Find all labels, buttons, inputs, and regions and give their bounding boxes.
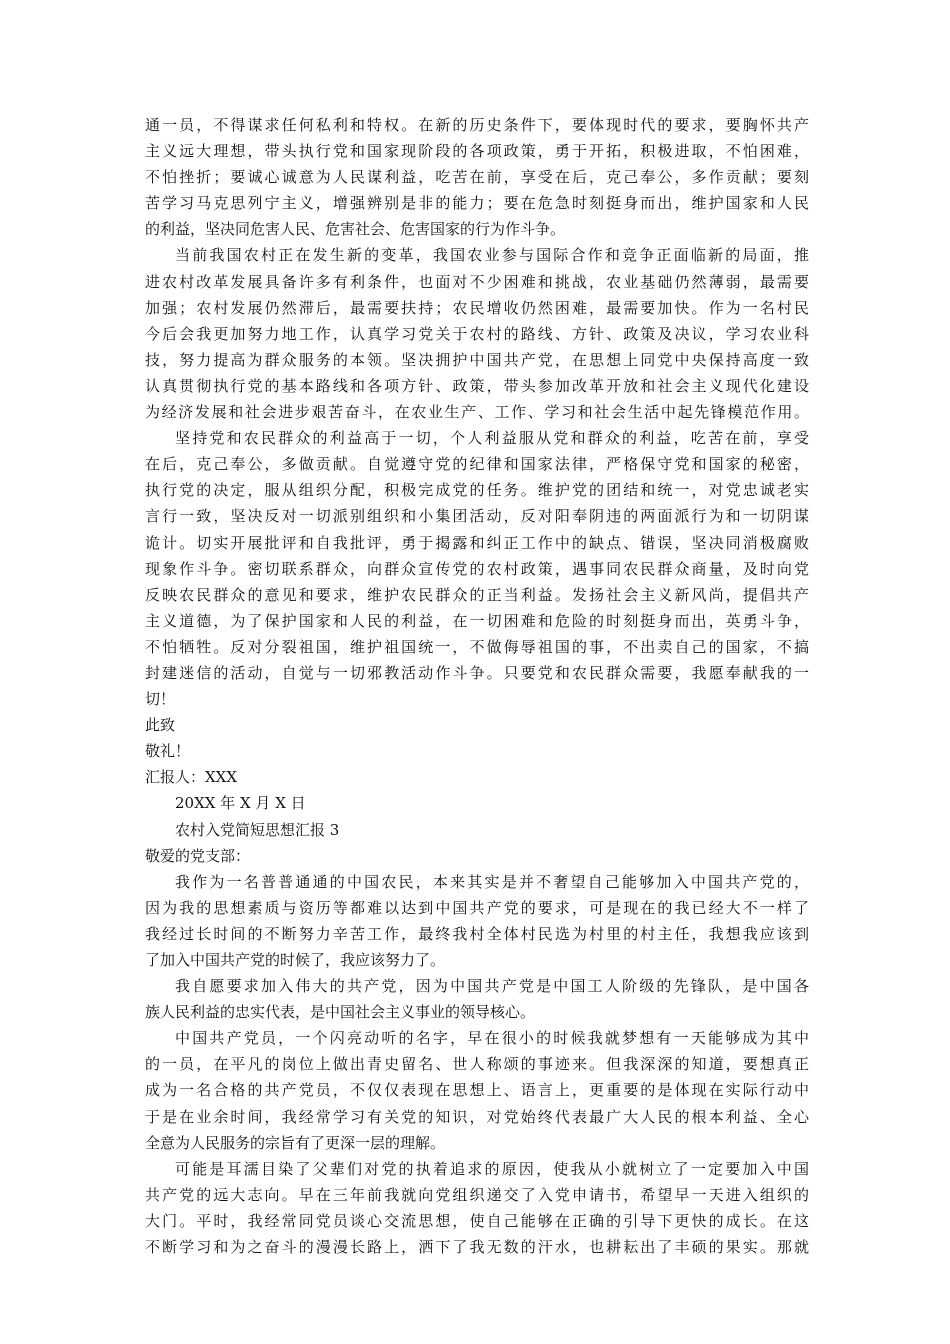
text-line: 的利益，坚决同危害人民、危害社会、危害国家的行为作斗争。 (145, 220, 566, 239)
salutation: 敬爱的党支部： (145, 846, 251, 865)
text-line: 主义远大理想，带头执行党和国家现阶段的各项政策，勇于开拓，积极进取，不怕困难， (145, 142, 809, 161)
paragraph-party-member (145, 1025, 809, 1155)
text-line: 执行党的决定，服从组织分配，积极完成党的任务。维护党的团结和统一，对党忠诚老实 (145, 481, 809, 500)
paragraph-rural-reform (145, 242, 809, 425)
text-line: 我经过长时间的不断努力辛苦工作，最终我村全体村民选为村里的村主任，我想我应该到 (145, 924, 809, 943)
text-line: 封建迷信的活动，自觉与一切邪教活动作斗争。只要党和农民群众需要，我愿奉献我的一 (145, 663, 809, 682)
text-line: 我自愿要求加入伟大的共产党，因为中国共产党是中国工人阶级的先锋队，是中国各 (175, 977, 809, 996)
closing-greeting: 此致 (145, 716, 176, 735)
text-line: 不断学习和为之奋斗的漫漫长路上，洒下了我无数的汗水，也耕耘出了丰硕的果实。那就 (145, 1238, 809, 1257)
text-line: 今后会我更加努力地工作，认真学习党关于农村的路线、方针、政策及决议，学习农业科 (145, 324, 809, 343)
text-line: 坚持党和农民群众的利益高于一切，个人利益服从党和群众的利益，吃苦在前，享受 (175, 429, 809, 448)
text-line: 大门。平时，我经常同党员谈心交流思想，使自己能够在正确的引导下更快的成长。在这 (145, 1211, 809, 1230)
text-line: 成为一名合格的共产党员，不仅仅表现在思想上、语言上，更重要的是体现在实际行动中 (145, 1081, 809, 1100)
text-line: 言行一致，坚决反对一切派别组织和小集团活动，反对阳奉阴违的两面派行为和一切阴谋 (145, 507, 809, 526)
text-line: 现象作斗争。密切联系群众，向群众宣传党的农村政策，遇事同农民群众商量，及时向党 (145, 559, 809, 578)
text-line: 在后，克己奉公，多做贡献。自觉遵守党的纪律和国家法律，严格保守党和国家的秘密， (145, 455, 809, 474)
document-page (145, 112, 809, 1260)
text-line: 进农村改革发展具备许多有利条件，也面对不少困难和挑战，农业基础仍然薄弱，最需要 (145, 272, 809, 291)
text-line: 反映农民群众的意见和要求，维护农民群众的正当利益。发扬社会主义新风尚，提倡共产 (145, 585, 809, 604)
text-line: 不怕挫折；要诚心诚意为人民谋利益，吃苦在前，享受在后，克己奉公，多作贡献；要刻 (145, 168, 809, 187)
text-line: 通一员，不得谋求任何私利和特权。在新的历史条件下，要体现时代的要求，要胸怀共产 (145, 116, 809, 134)
closing-salute: 敬礼！ (145, 742, 191, 761)
paragraph-introduction (145, 869, 809, 973)
text-line: 族人民利益的忠实代表，是中国社会主义事业的领导核心。 (145, 1003, 536, 1022)
text-line: 认真贯彻执行党的基本路线和各项方针、政策，带头参加改革开放和社会主义现代化建设 (145, 376, 809, 395)
text-line: 的一员，在平凡的岗位上做出青史留名、世人称颂的事迹来。但我深深的知道，要想真正 (145, 1055, 809, 1074)
text-line: 我作为一名普普通通的中国农民，本来其实是并不奢望自己能够加入中国共产党的， (175, 872, 809, 891)
text-line: 了加入中国共产党的时候了，我应该努力了。 (145, 951, 446, 969)
text-line: 当前我国农村正在发生新的变革，我国农业参与国际合作和竞争正面临新的局面，推 (175, 246, 809, 265)
text-line: 为经济发展和社会进步艰苦奋斗，在农业生产、工作、学习和社会生活中起先锋模范作用。 (145, 403, 809, 422)
text-line: 中国共产党员，一个闪亮动听的名字，早在很小的时候我就梦想有一天能够成为其中 (175, 1029, 809, 1048)
text-line: 技，努力提高为群众服务的本领。坚决拥护中国共产党，在思想上同党中央保持高度一致 (145, 350, 809, 369)
text-line: 可能是耳濡目染了父辈们对党的执着追求的原因，使我从小就树立了一定要加入中国 (175, 1159, 809, 1178)
text-line: 全意为人民服务的宗旨有了更深一层的理解。 (145, 1133, 446, 1152)
text-line: 切！ (145, 690, 176, 709)
text-line: 不怕牺牲。反对分裂祖国，维护祖国统一，不做侮辱祖国的事，不出卖自己的国家，不搞 (145, 637, 809, 656)
paragraph-party-interests (145, 425, 809, 712)
text-line: 加强；农村发展仍然滞后，最需要扶持；农民增收仍然困难，最需要加快。作为一名村民 (145, 298, 809, 317)
text-line: 共产党的远大志向。早在三年前我就向党组织递交了入党申请书，希望早一天进入组织的 (145, 1185, 809, 1204)
text-line: 主义道德，为了保护国家和人民的利益，在一切困难和危险的时刻挺身而出，英勇斗争， (145, 611, 809, 630)
report-date: 20XX 年 X 月 X 日 (175, 794, 306, 813)
paragraph-aspiration (145, 1156, 809, 1260)
text-line: 苦学习马克思列宁主义，增强辨别是非的能力；要在危急时刻挺身而出，维护国家和人民 (145, 194, 809, 213)
paragraph-continuation (145, 112, 809, 242)
paragraph-voluntary-join (145, 973, 809, 1025)
section-title: 农村入党简短思想汇报 3 (175, 820, 340, 839)
reporter-signature: 汇报人：XXX (145, 768, 238, 787)
text-line: 于是在业余时间，我经常学习有关党的知识，对党始终代表最广大人民的根本利益、全心 (145, 1107, 809, 1126)
text-line: 因为我的思想素质与资历等都难以达到中国共产党的要求，可是现在的我已经大不一样了 (145, 898, 809, 917)
text-line: 诡计。切实开展批评和自我批评，勇于揭露和纠正工作中的缺点、错误，坚决同消极腐败 (145, 533, 809, 552)
